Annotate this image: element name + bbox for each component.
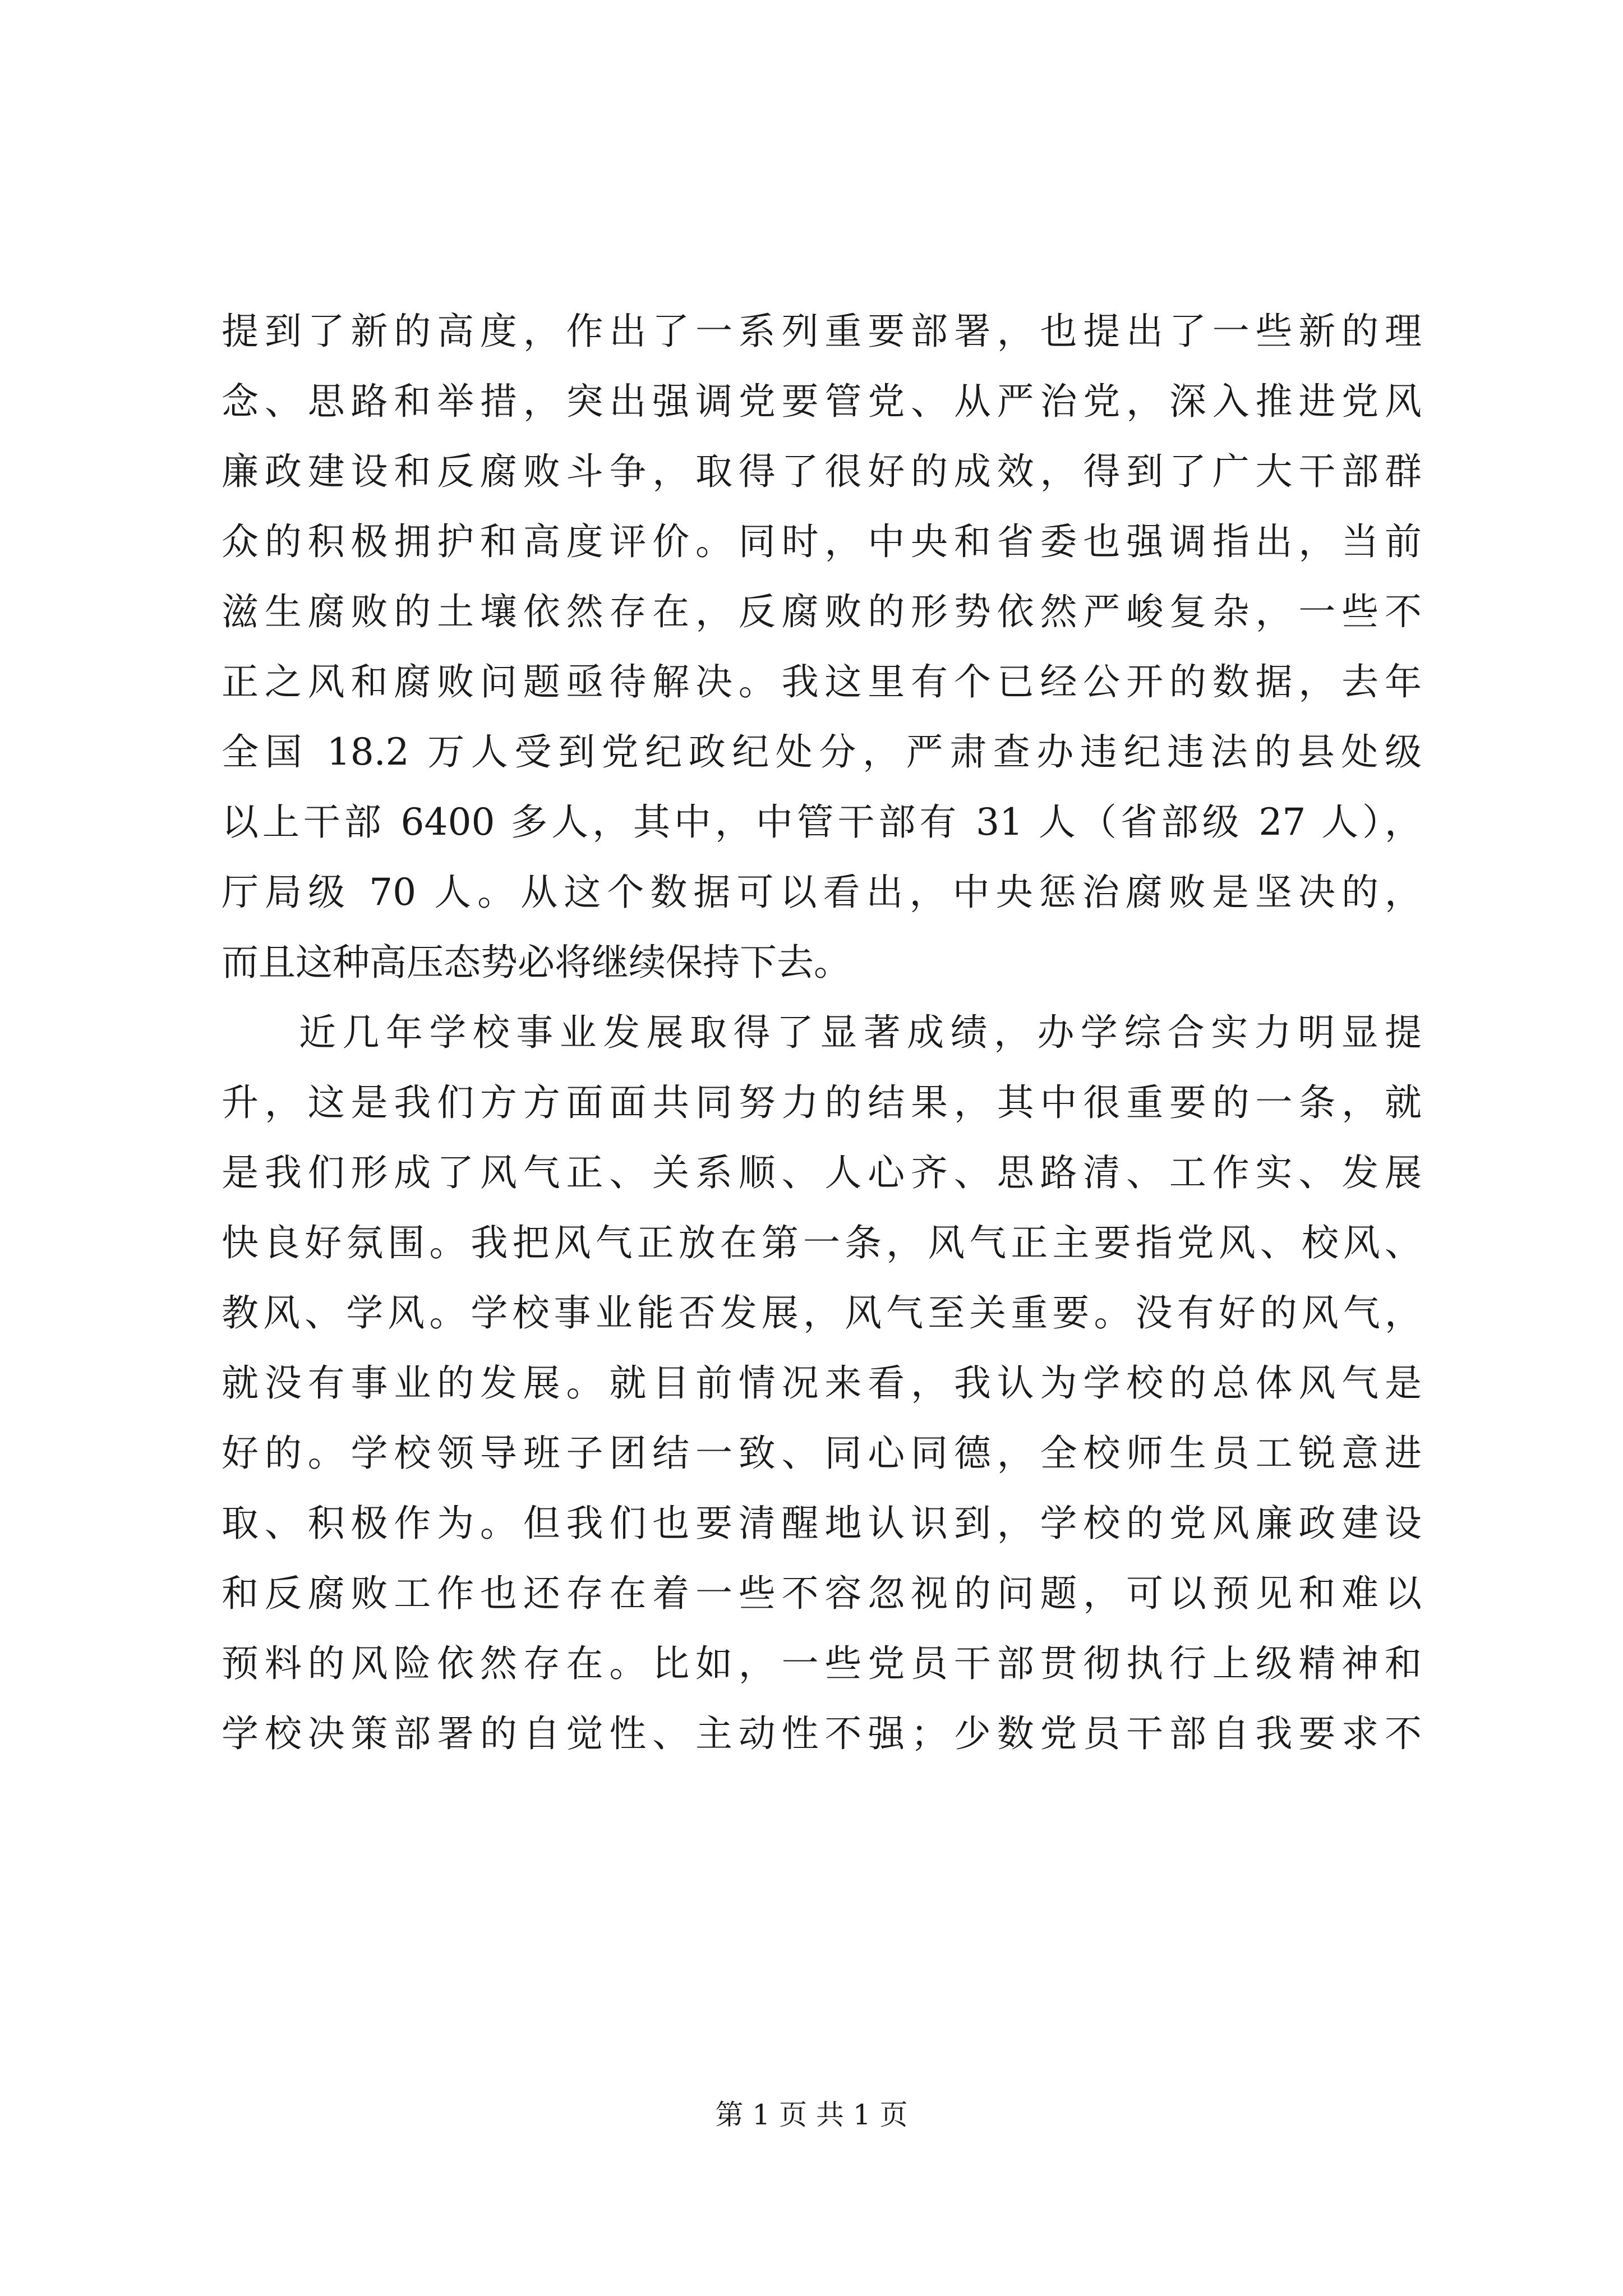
- text-line: 教风、学风。学校事业能否发展，风气至关重要。没有好的风气，: [222, 1291, 1422, 1335]
- paragraph-2: [222, 997, 1422, 1769]
- text-line: 以上干部 6400 多人，其中，中管干部有 31 人（省部级 27 人），: [222, 800, 1422, 844]
- paragraph-1: [222, 296, 1422, 997]
- text-line: 廉政建设和反腐败斗争，取得了很好的成效，得到了广大干部群: [222, 450, 1422, 493]
- body-text: [222, 296, 1422, 1769]
- text-line: 近几年学校事业发展取得了显著成绩，办学综合实力明显提: [299, 1011, 1422, 1054]
- text-line: 和反腐败工作也还存在着一些不容忽视的问题，可以预见和难以: [222, 1572, 1422, 1615]
- text-line: 快良好氛围。我把风气正放在第一条，风气正主要指党风、校风、: [222, 1221, 1422, 1264]
- text-line: 是我们形成了风气正、关系顺、人心齐、思路清、工作实、发展: [222, 1151, 1422, 1194]
- text-line: 好的。学校领导班子团结一致、同心同德，全校师生员工锐意进: [222, 1432, 1422, 1475]
- text-line: 升，这是我们方方面面共同努力的结果，其中很重要的一条，就: [222, 1081, 1422, 1124]
- text-line: 念、思路和举措，突出强调党要管党、从严治党，深入推进党风: [222, 380, 1422, 423]
- text-line: 预料的风险依然存在。比如，一些党员干部贯彻执行上级精神和: [222, 1642, 1422, 1685]
- text-line: 而且这种高压态势必将继续保持下去。: [222, 941, 851, 984]
- text-line: 取、积极作为。但我们也要清醒地认识到，学校的党风廉政建设: [222, 1502, 1422, 1545]
- text-line: 学校决策部署的自觉性、主动性不强；少数党员干部自我要求不: [222, 1712, 1422, 1755]
- text-line: 众的积极拥护和高度评价。同时，中央和省委也强调指出，当前: [222, 520, 1422, 563]
- text-line: 滋生腐败的土壤依然存在，反腐败的形势依然严峻复杂，一些不: [222, 590, 1422, 633]
- text-line: 提到了新的高度，作出了一系列重要部署，也提出了一些新的理: [222, 310, 1422, 353]
- text-line: 就没有事业的发展。就目前情况来看，我认为学校的总体风气是: [222, 1361, 1422, 1405]
- text-line: 全国 18.2 万人受到党纪政纪处分，严肃查办违纪违法的县处级: [222, 730, 1422, 774]
- text-line: 厅局级 70 人。从这个数据可以看出，中央惩治腐败是坚决的，: [222, 871, 1422, 914]
- text-line: 正之风和腐败问题亟待解决。我这里有个已经公开的数据，去年: [222, 660, 1422, 703]
- page-footer: 第 1 页 共 1 页: [715, 2099, 908, 2131]
